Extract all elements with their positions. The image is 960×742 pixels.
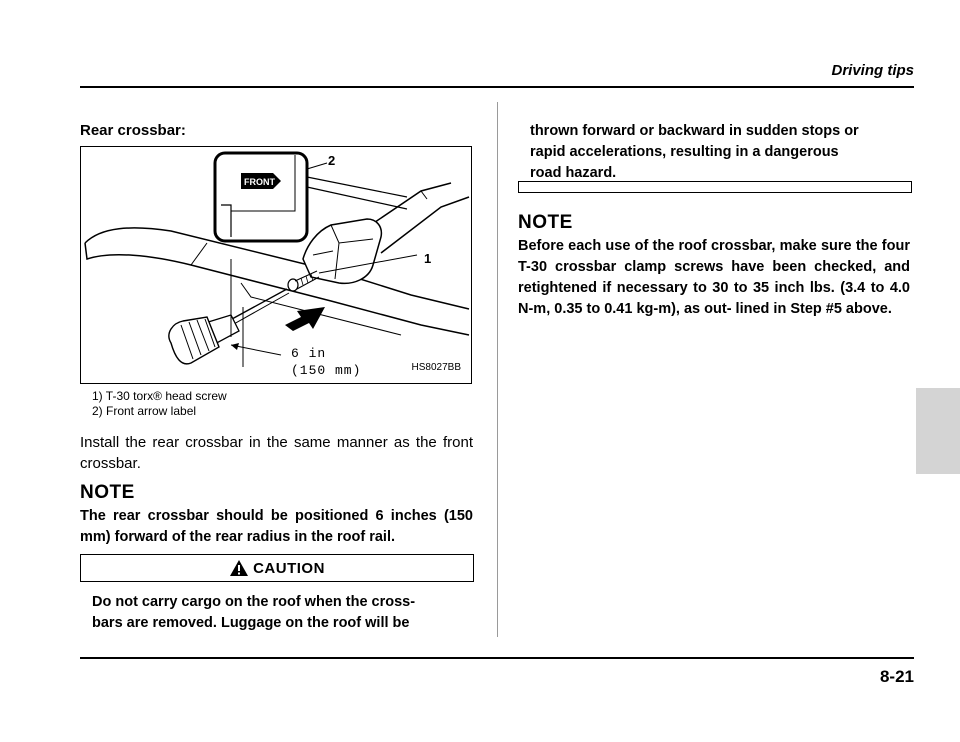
rear-crossbar-heading: Rear crossbar: bbox=[80, 122, 186, 139]
page-number: 8-21 bbox=[879, 667, 914, 686]
dimension-mm: (150 mm) bbox=[291, 363, 362, 378]
callout-2: 2 bbox=[328, 153, 336, 168]
caution-label: CAUTION bbox=[253, 559, 325, 577]
footer-rule bbox=[80, 657, 914, 659]
caution-continued-line-1: thrown forward or backward in sudden stops or bbox=[530, 123, 859, 139]
front-label-text: FRONT bbox=[244, 177, 275, 187]
caption-2: 2) Front arrow label bbox=[92, 404, 197, 418]
dimension-label bbox=[291, 345, 361, 379]
caution-continued-line-3: road hazard. bbox=[530, 165, 617, 181]
note-label-left: NOTE bbox=[80, 482, 135, 503]
note-text-left: The rear crossbar should be positioned 6 inches (150 mm) forward of the rear radius in the roof rail. bbox=[80, 508, 473, 545]
figure-code: HS8027BB bbox=[411, 362, 461, 373]
caution-text-line-1: Do not carry cargo on the roof when the cross- bbox=[92, 594, 416, 610]
rear-crossbar-illustration bbox=[80, 146, 472, 384]
chapter-thumb-tab bbox=[916, 388, 960, 474]
caption-1: 1) T-30 torx® head screw bbox=[92, 389, 227, 403]
dimension-inches: 6 in bbox=[291, 346, 327, 361]
note-label-right: NOTE bbox=[518, 212, 573, 233]
header-rule bbox=[80, 86, 914, 88]
warning-triangle-icon bbox=[229, 559, 249, 577]
caution-banner bbox=[80, 554, 474, 582]
callout-1: 1 bbox=[424, 251, 432, 266]
caution-continued-line-2: rapid accelerations, resulting in a dangerous bbox=[530, 144, 839, 160]
column-divider bbox=[497, 102, 498, 637]
crossbar-diagram bbox=[81, 147, 471, 383]
install-instructions: Install the rear crossbar in the same manner as the front crossbar. bbox=[80, 434, 473, 472]
caution-end-bar bbox=[518, 181, 912, 193]
caution-text-line-2: bars are removed. Luggage on the roof will be bbox=[92, 615, 410, 631]
note-text-right: Before each use of the roof crossbar, make sure the four T-30 crossbar clamp screws have been checked, and retightened if necessary to 30 to 35 inch lbs. (3.4 to 4.0 N-m, 0.35 to 0.41 kg-m), as out- lined in Step #5 above. bbox=[518, 238, 910, 317]
section-title: Driving tips bbox=[831, 62, 914, 79]
